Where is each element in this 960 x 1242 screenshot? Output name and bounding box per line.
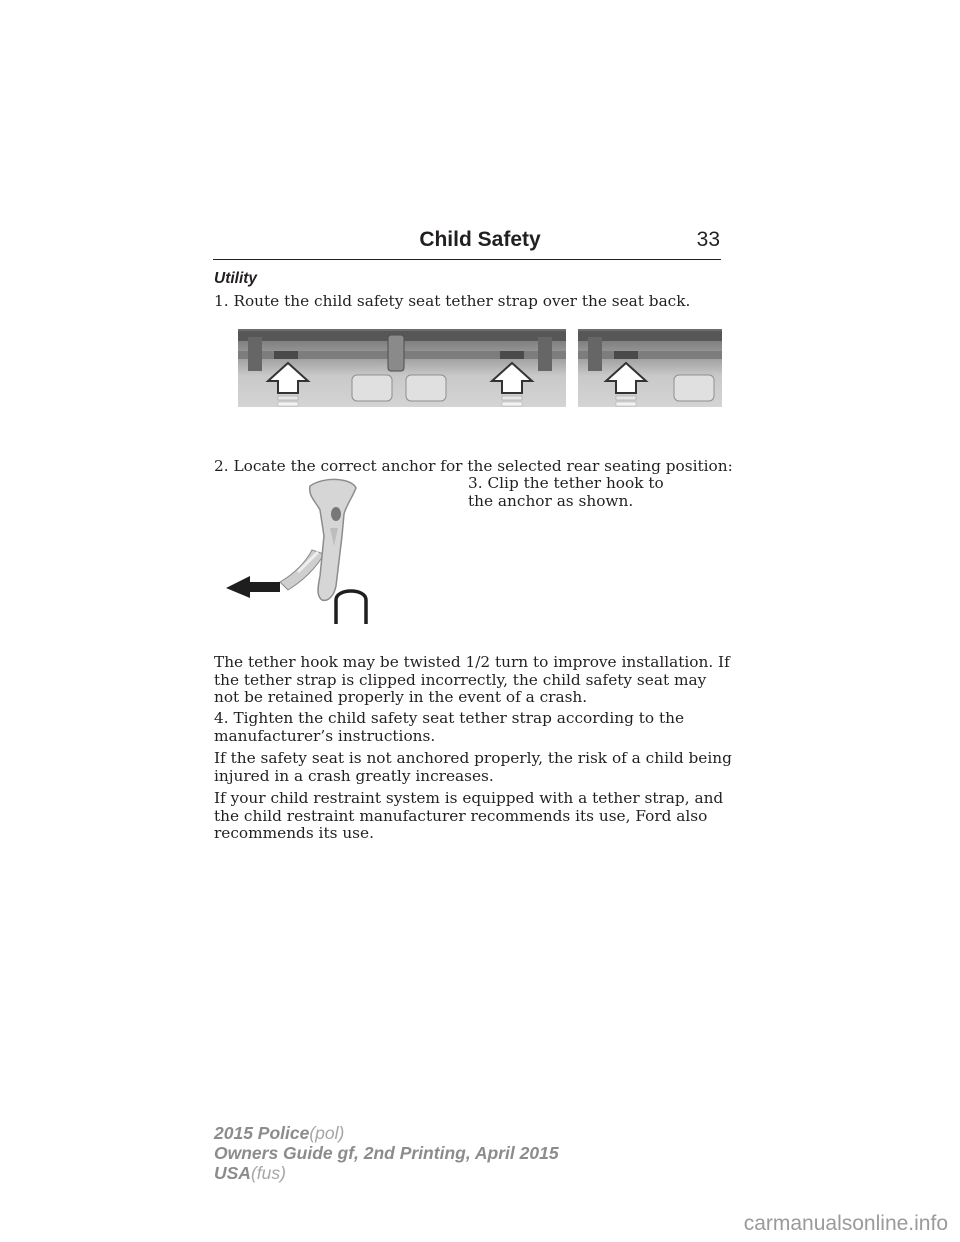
step-3-text: 3. Clip the tether hook to the anchor as shown. [468, 474, 664, 510]
footer-guide: Owners Guide gf, 2nd Printing, April 2015 [214, 1143, 559, 1163]
footer-market-code: (fus) [250, 1163, 286, 1183]
tether-hook [310, 479, 356, 600]
page-title: Child Safety [419, 228, 541, 251]
step-4-text: 4. Tighten the child safety seat tether strap according to the manufacturer’s instructions. [214, 709, 684, 745]
seat-panel-right [578, 329, 722, 407]
footer-guide-line [214, 1143, 559, 1163]
left-arrow-icon [226, 576, 280, 598]
watermark[interactable]: carmanualsonline.info [743, 1212, 948, 1235]
footer-market-line [214, 1163, 286, 1183]
tether-hook-illustration [224, 476, 394, 626]
step-1-text: 1. Route the child safety seat tether strap over the seat back. [214, 292, 691, 310]
step-2-text: 2. Locate the correct anchor for the selected rear seating position: [214, 457, 733, 475]
footer-model-code: (pol) [309, 1123, 345, 1143]
seat-back-illustration [238, 329, 722, 407]
header-rule [213, 259, 721, 260]
recommendation-text: If your child restraint system is equipped with a tether strap, and the child restraint manufacturer recommends its use, Ford also recommends its use. [214, 789, 724, 843]
tether-strap [280, 550, 324, 590]
anchor-bar [336, 591, 366, 624]
warning-text: If the safety seat is not anchored properly, the risk of a child being injured in a crash greatly increases. [214, 749, 732, 785]
page-number: 33 [696, 228, 720, 251]
section-heading: Utility [214, 270, 258, 287]
footer-model-line [214, 1123, 344, 1143]
footer-model: 2015 Police [214, 1123, 310, 1143]
twist-note-text: The tether hook may be twisted 1/2 turn to improve installation. If the tether strap is clipped incorrectly, the child safety seat may not be retained properly in the event of a crash. [214, 653, 730, 707]
footer-market: USA [214, 1163, 251, 1183]
